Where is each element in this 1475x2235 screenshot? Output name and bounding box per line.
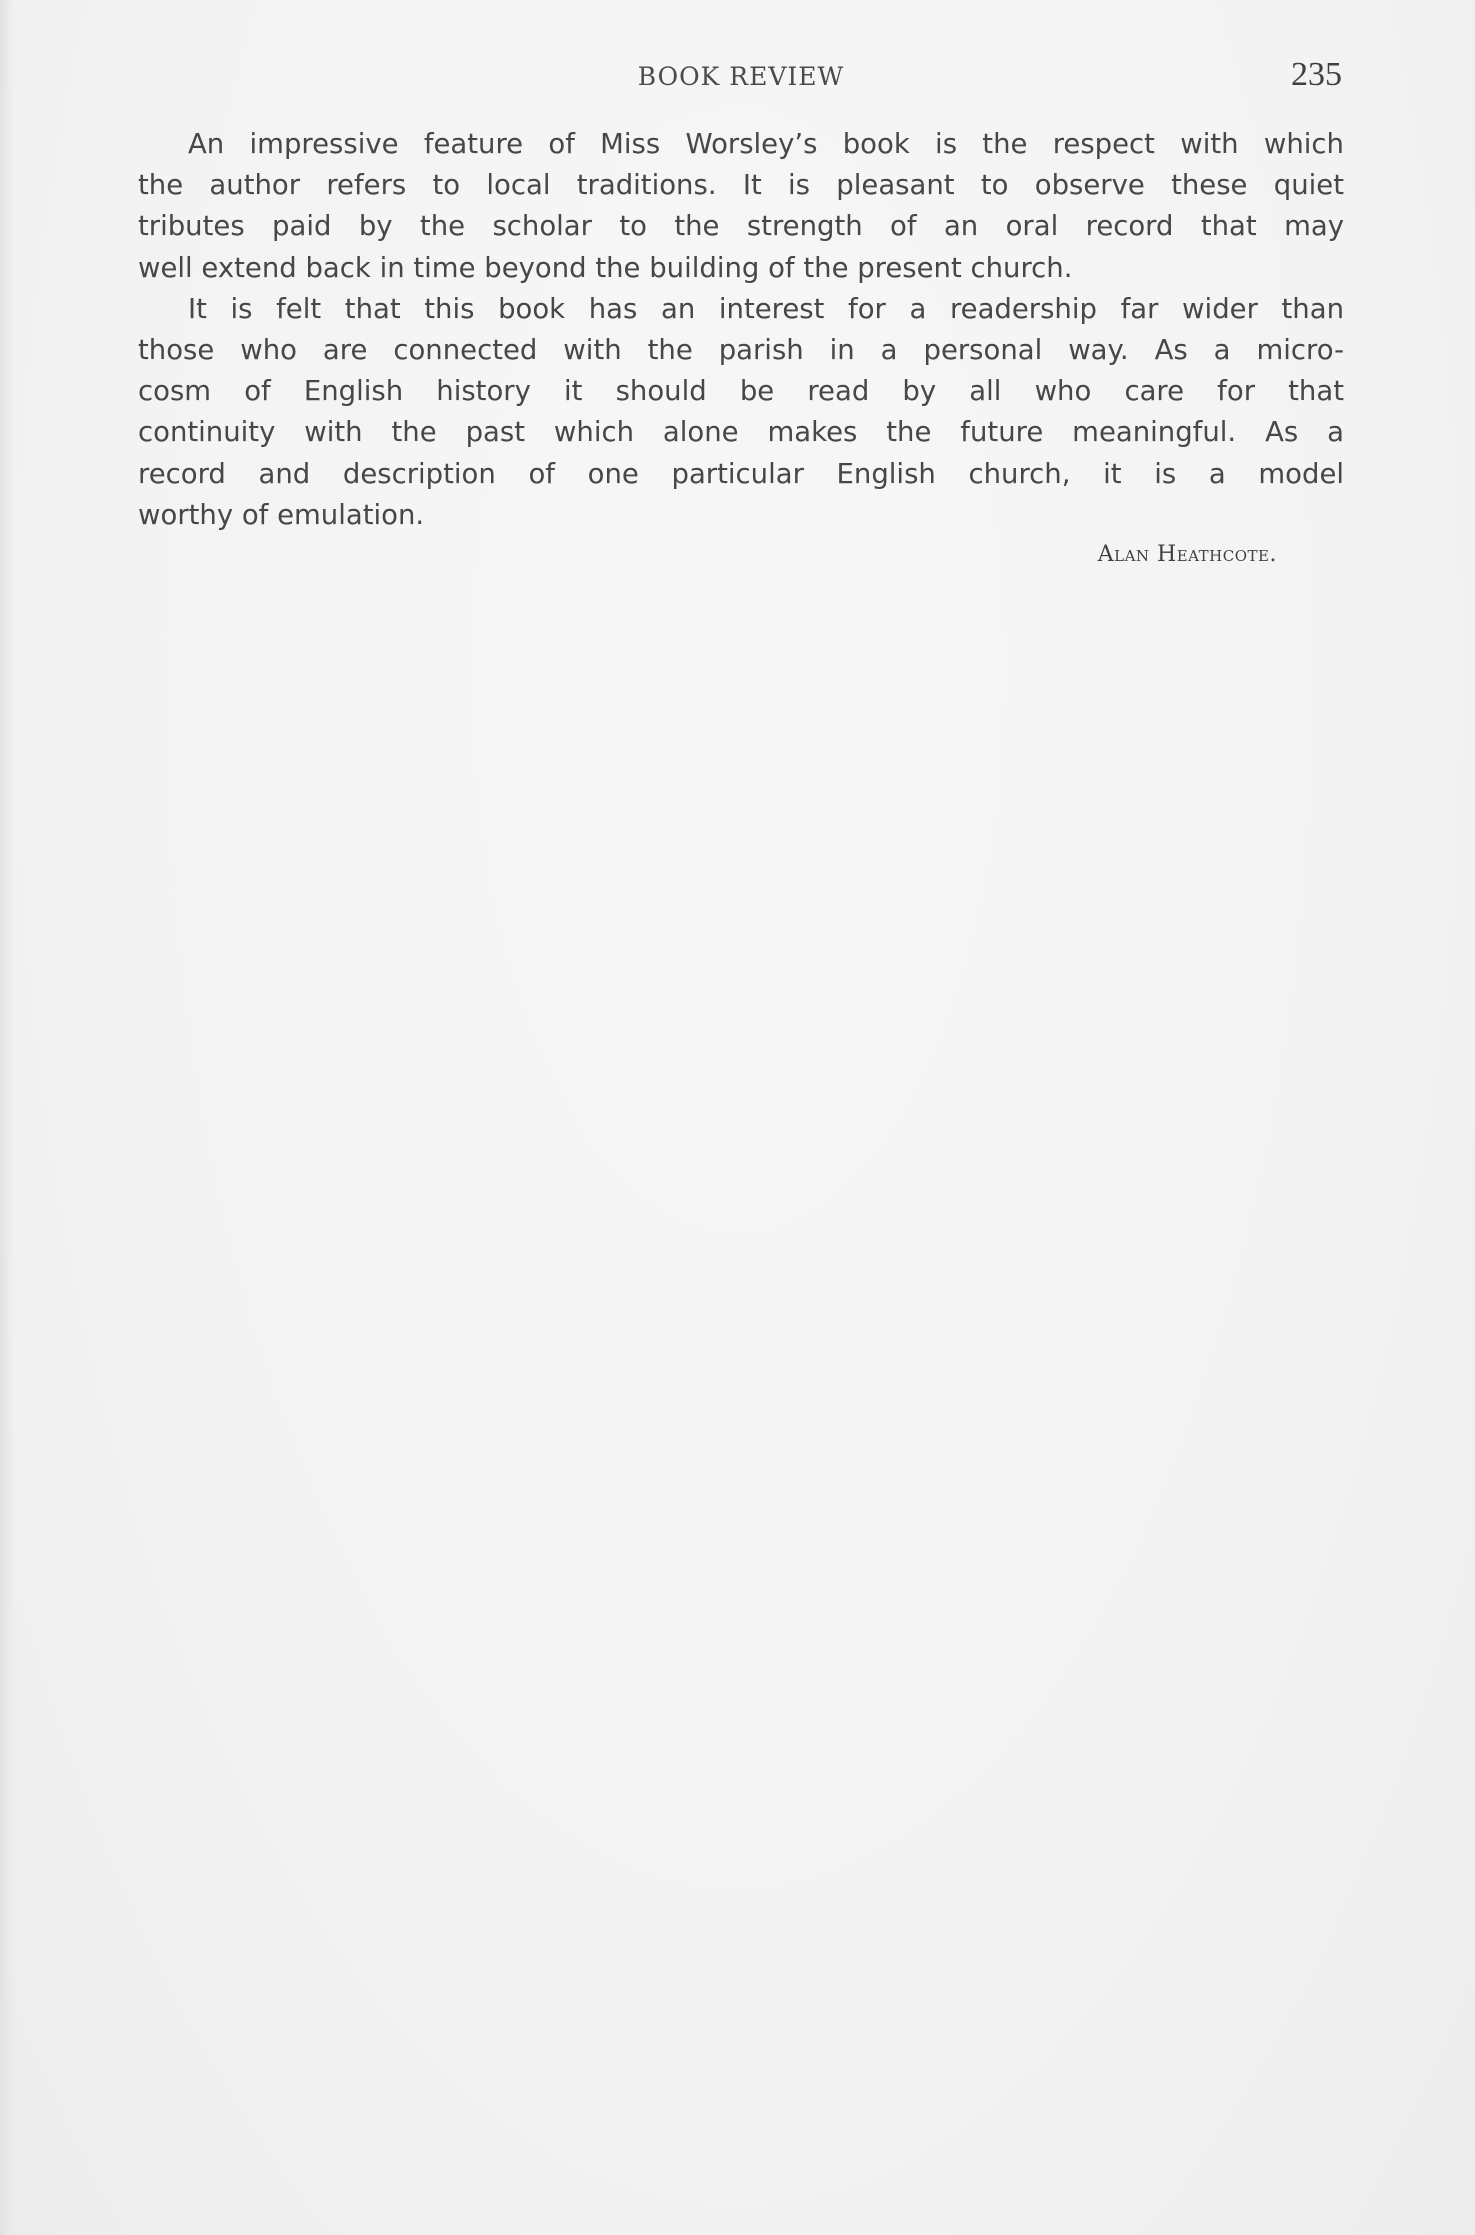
review-body bbox=[138, 124, 1344, 536]
paragraph-1 bbox=[138, 124, 1344, 289]
paragraph-line: worthy of emulation. bbox=[138, 498, 425, 531]
paragraph-line: well extend back in time beyond the building of the present church. bbox=[138, 251, 1073, 284]
page-edge-shadow bbox=[0, 0, 14, 2235]
paragraph-line: the author refers to local traditions. It is pleasant to observe these quiet bbox=[138, 169, 1344, 202]
author-signature: Alan Heathcote. bbox=[1097, 542, 1277, 567]
paragraph-line: cosm of English history it should be read by all who care for that bbox=[138, 375, 1344, 408]
paragraph-line: continuity with the past which alone makes the future meaningful. As a bbox=[138, 416, 1344, 449]
paragraph-line: It is felt that this book has an interest for a readership far wider than bbox=[188, 292, 1344, 325]
running-head bbox=[138, 56, 1344, 100]
paragraph-line: those who are connected with the parish in a personal way. As a micro- bbox=[138, 333, 1344, 366]
paragraph-line: An impressive feature of Miss Worsley’s book is the respect with which bbox=[188, 128, 1344, 160]
running-title: BOOK REVIEW bbox=[637, 62, 845, 91]
paragraph-line: tributes paid by the scholar to the strength of an oral record that may bbox=[138, 210, 1344, 243]
paragraph-2 bbox=[138, 289, 1344, 536]
page-number: 235 bbox=[1291, 56, 1342, 93]
paragraph-line: record and description of one particular English church, it is a model bbox=[138, 457, 1344, 490]
